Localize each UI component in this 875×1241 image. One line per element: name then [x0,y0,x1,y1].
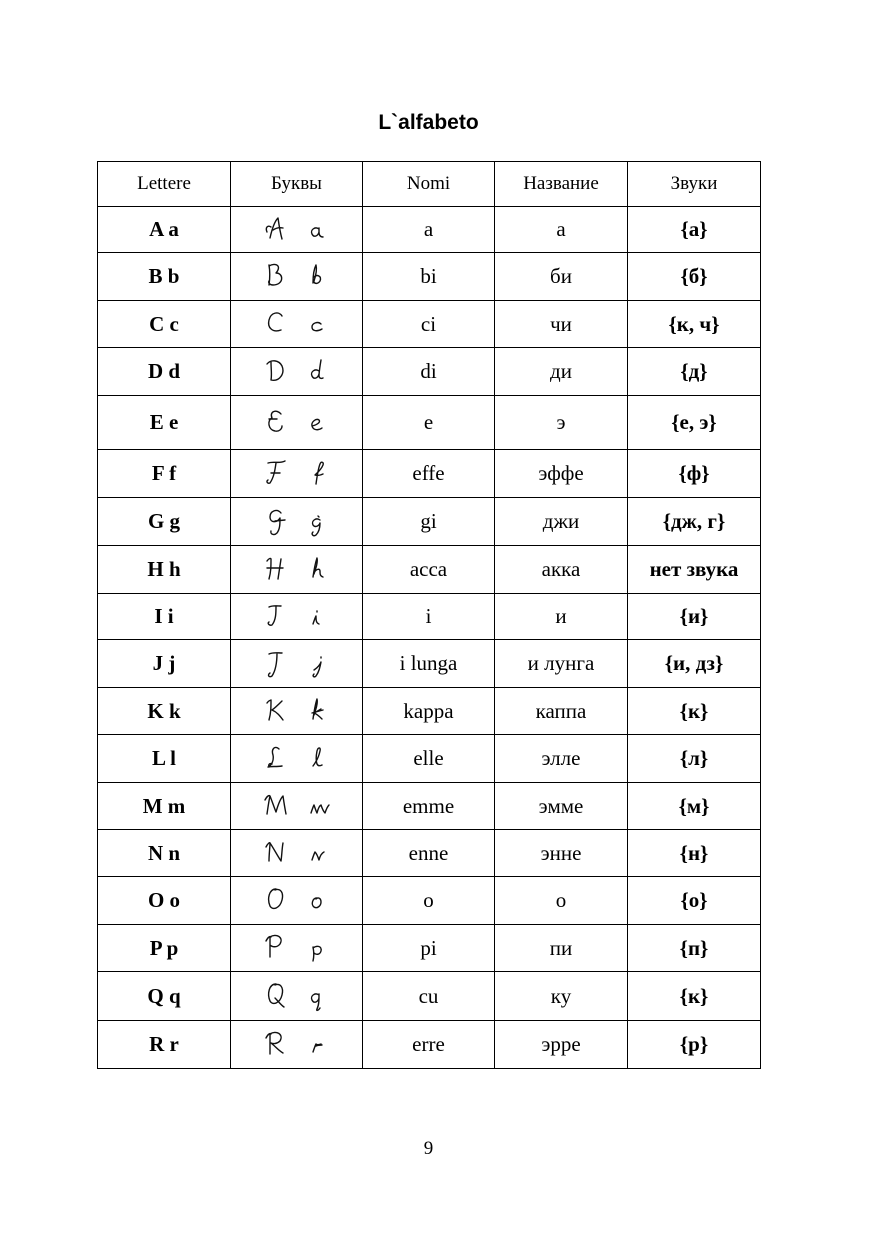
table-row [98,348,761,396]
cursive-uppercase-a [263,214,289,246]
cell-letters: I i [98,594,231,640]
cell-nazvanie: и [495,594,628,640]
cursive-uppercase-r [263,1029,289,1061]
cell-cursive [231,396,363,450]
cell-cursive [231,830,363,877]
cell-sound: {м} [628,783,761,830]
cursive-lowercase-q [307,980,331,1012]
cell-nazvanie: каппа [495,688,628,735]
cell-nome: erre [363,1021,495,1069]
cell-letters: C c [98,301,231,348]
cursive-lowercase-b [307,261,331,293]
table-row [98,735,761,783]
cell-nazvanie: и лунга [495,640,628,688]
cell-nome: e [363,396,495,450]
cell-letters: E e [98,396,231,450]
table-row [98,925,761,972]
cell-cursive [231,688,363,735]
cell-cursive [231,348,363,396]
cell-nome: ci [363,301,495,348]
cell-sound: {п} [628,925,761,972]
cell-letters: R r [98,1021,231,1069]
page-number: 9 [423,1138,434,1159]
cell-nome: elle [363,735,495,783]
table-row [98,396,761,450]
cell-letters: D d [98,348,231,396]
cell-nome: acca [363,546,495,594]
table-row [98,207,761,253]
cell-cursive [231,498,363,546]
cursive-lowercase-f [307,458,331,490]
cell-nome: bi [363,253,495,301]
cell-letters: N n [98,830,231,877]
cursive-uppercase-f [263,458,289,490]
table-row [98,972,761,1021]
alphabet-table [97,161,761,1069]
cell-nazvanie: энне [495,830,628,877]
cell-sound: {и, дз} [628,640,761,688]
cell-letters: Q q [98,972,231,1021]
cell-letters: K k [98,688,231,735]
cell-letters: L l [98,735,231,783]
cell-sound: {р} [628,1021,761,1069]
cell-nazvanie: эффе [495,450,628,498]
cell-sound: {к} [628,688,761,735]
cell-sound: {к} [628,972,761,1021]
cursive-lowercase-g [307,506,331,538]
cursive-lowercase-p [307,932,331,964]
cell-nome: o [363,877,495,925]
cursive-lowercase-m [307,790,331,822]
table-row [98,594,761,640]
cell-cursive [231,783,363,830]
cell-cursive [231,877,363,925]
cell-letters: G g [98,498,231,546]
cell-letters: F f [98,450,231,498]
cell-nazvanie: а [495,207,628,253]
cell-nome: gi [363,498,495,546]
cell-sound: нет звука [628,546,761,594]
cell-sound: {д} [628,348,761,396]
cell-letters: H h [98,546,231,594]
cell-nome: enne [363,830,495,877]
cell-nazvanie: джи [495,498,628,546]
cell-letters: J j [98,640,231,688]
table-row [98,640,761,688]
table-row [98,830,761,877]
column-header-nomi: Nomi [363,162,495,207]
cursive-uppercase-e [263,407,289,439]
table-row [98,546,761,594]
cursive-uppercase-j [263,648,289,680]
cell-cursive [231,546,363,594]
cursive-uppercase-i [263,601,289,633]
cursive-lowercase-i [307,601,331,633]
cell-cursive [231,594,363,640]
cell-nazvanie: элле [495,735,628,783]
cell-nome: i [363,594,495,640]
cell-sound: {о} [628,877,761,925]
table-row [98,450,761,498]
cell-cursive [231,253,363,301]
cursive-uppercase-m [263,790,289,822]
cell-letters: P p [98,925,231,972]
cell-cursive [231,301,363,348]
cursive-lowercase-o [307,885,331,917]
cell-nome: effe [363,450,495,498]
cell-nazvanie: пи [495,925,628,972]
cell-sound: {е, э} [628,396,761,450]
cell-letters: O o [98,877,231,925]
cell-nazvanie: о [495,877,628,925]
cell-nome: kappa [363,688,495,735]
cursive-uppercase-l [263,743,289,775]
column-header-lettere: Lettere [98,162,231,207]
cursive-uppercase-o [263,885,289,917]
table-row [98,1021,761,1069]
cell-sound: {ф} [628,450,761,498]
cell-sound: {к, ч} [628,301,761,348]
cell-nome: pi [363,925,495,972]
page-title: L`alfabeto [378,111,479,134]
cursive-uppercase-n [263,837,289,869]
cursive-lowercase-n [307,837,331,869]
cursive-uppercase-k [263,695,289,727]
cursive-uppercase-d [263,356,289,388]
cell-cursive [231,450,363,498]
cell-nazvanie: эмме [495,783,628,830]
table-row [98,498,761,546]
cursive-uppercase-q [263,980,289,1012]
header-row [98,162,761,207]
cursive-lowercase-d [307,356,331,388]
cell-nazvanie: би [495,253,628,301]
cell-cursive [231,735,363,783]
cell-sound: {а} [628,207,761,253]
table-row [98,877,761,925]
cell-letters: B b [98,253,231,301]
table-row [98,783,761,830]
table-row [98,301,761,348]
cell-nome: cu [363,972,495,1021]
cell-sound: {б} [628,253,761,301]
cell-sound: {дж, г} [628,498,761,546]
cursive-uppercase-p [263,932,289,964]
cell-nazvanie: э [495,396,628,450]
cursive-lowercase-l [307,743,331,775]
cell-cursive [231,640,363,688]
table-row [98,688,761,735]
cell-nazvanie: ку [495,972,628,1021]
cell-nome: di [363,348,495,396]
cell-nome: emme [363,783,495,830]
cursive-uppercase-h [263,554,289,586]
cursive-uppercase-b [263,261,289,293]
cursive-lowercase-j [307,648,331,680]
cursive-uppercase-g [263,506,289,538]
cursive-lowercase-a [307,214,331,246]
cell-nazvanie: ди [495,348,628,396]
cell-nome: a [363,207,495,253]
cursive-lowercase-c [307,308,331,340]
cell-sound: {и} [628,594,761,640]
cell-nazvanie: чи [495,301,628,348]
cell-sound: {н} [628,830,761,877]
cell-cursive [231,925,363,972]
cursive-uppercase-c [263,308,289,340]
column-header-bukvy: Буквы [231,162,363,207]
cell-sound: {л} [628,735,761,783]
cursive-lowercase-r [307,1029,331,1061]
cell-cursive [231,207,363,253]
cell-cursive [231,972,363,1021]
column-header-nazvanie: Название [495,162,628,207]
cell-cursive [231,1021,363,1069]
cell-nome: i lunga [363,640,495,688]
column-header-zvuki: Звуки [628,162,761,207]
cell-letters: A a [98,207,231,253]
cell-letters: M m [98,783,231,830]
cursive-lowercase-e [307,407,331,439]
cell-nazvanie: акка [495,546,628,594]
table-row [98,253,761,301]
cursive-lowercase-k [307,695,331,727]
cursive-lowercase-h [307,554,331,586]
cell-nazvanie: эрре [495,1021,628,1069]
